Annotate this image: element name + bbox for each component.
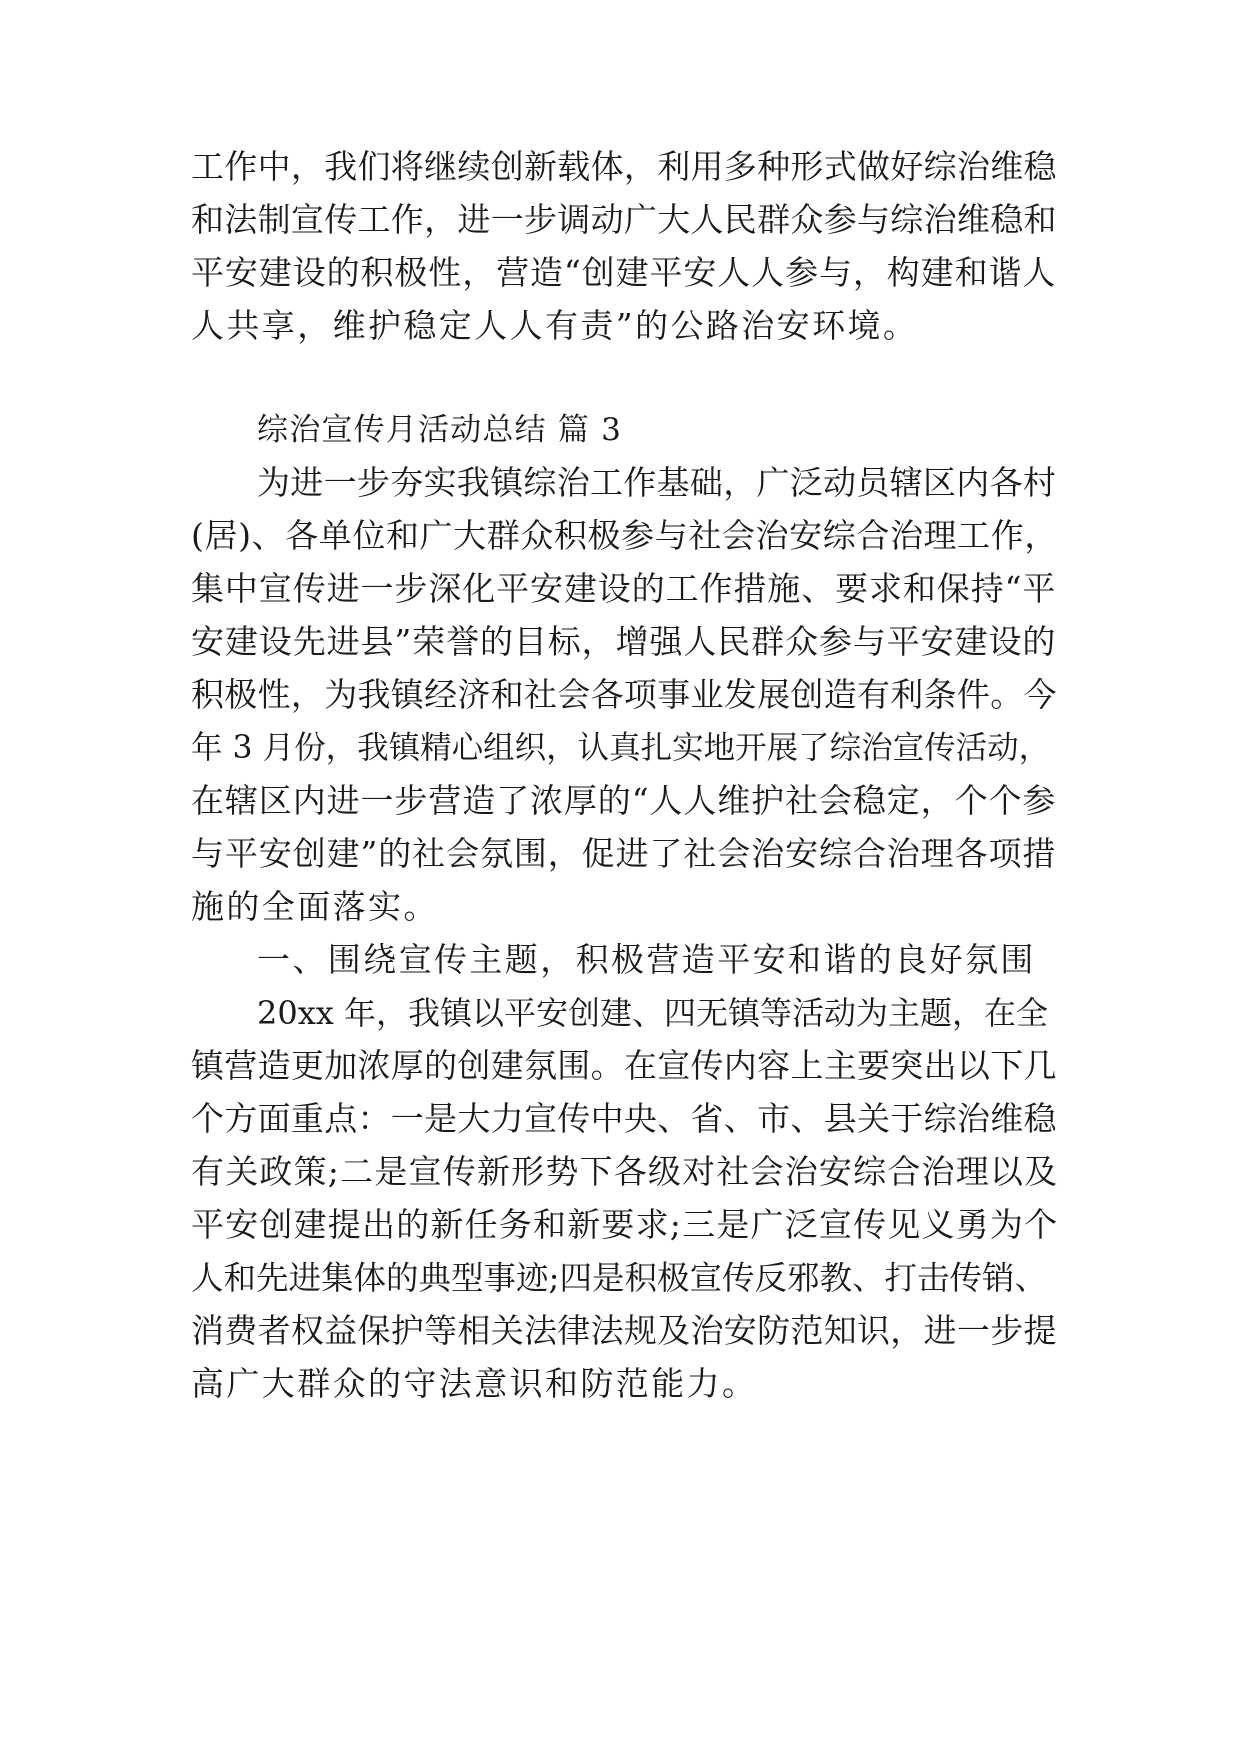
- text-line: 消费者权益保护等相关法律法规及治安防范知识，进一步提: [191, 1311, 1057, 1350]
- section-heading: 综治宣传月活动总结 篇 3: [257, 412, 623, 448]
- text-line: 高广大群众的守法意识和防范能力。: [191, 1364, 758, 1403]
- text-line: 有关政策;二是宣传新形势下各级对社会治安综合治理以及: [191, 1152, 1059, 1191]
- text-line: 镇营造更加浓厚的创建氛围。在宣传内容上主要突出以下几: [191, 1046, 1057, 1085]
- text-line: 与平安创建”的社会氛围，促进了社会治安综合治理各项措: [191, 834, 1057, 873]
- text-line: 为进一步夯实我镇综治工作基础，广泛动员辖区内各村: [257, 463, 1057, 502]
- text-line: 积极性，为我镇经济和社会各项事业发展创造有利条件。今: [191, 675, 1057, 714]
- text-line: 集中宣传进一步深化平安建设的工作措施、要求和保持“平: [191, 569, 1057, 608]
- text-line: 平安建设的积极性，营造“创建平安人人参与，构建和谐人: [191, 253, 1057, 292]
- text-line: 20xx 年，我镇以平安创建、四无镇等活动为主题，在全: [257, 994, 1048, 1032]
- text-line: 平安创建提出的新任务和新要求;三是广泛宣传见义勇为个: [191, 1205, 1059, 1244]
- subheading: 一、围绕宣传主题，积极营造平安和谐的良好氛围: [257, 940, 1036, 979]
- text-line: 个方面重点：一是大力宣传中央、省、市、县关于综治维稳: [191, 1099, 1057, 1138]
- text-line: 人共享，维护稳定人人有责”的公路治安环境。: [191, 306, 919, 345]
- text-line: 人和先进集体的典型事迹;四是积极宣传反邪教、打击传销、: [191, 1259, 1047, 1297]
- text-line: 和法制宣传工作，进一步调动广大人民群众参与综治维稳和: [191, 200, 1057, 239]
- text-line: 安建设先进县”荣誉的目标，增强人民群众参与平安建设的: [191, 622, 1057, 661]
- text-line: 在辖区内进一步营造了浓厚的“人人维护社会稳定，个个参: [191, 781, 1057, 820]
- text-line: 年 3 月份，我镇精心组织，认真扎实地开展了综治宣传活动，: [191, 730, 1051, 766]
- text-line: 施的全面落实。: [191, 887, 439, 926]
- text-line: 工作中，我们将继续创新载体，利用多种形式做好综治维稳: [191, 147, 1057, 186]
- text-line: (居)、各单位和广大群众积极参与社会治安综合治理工作，: [191, 516, 1058, 555]
